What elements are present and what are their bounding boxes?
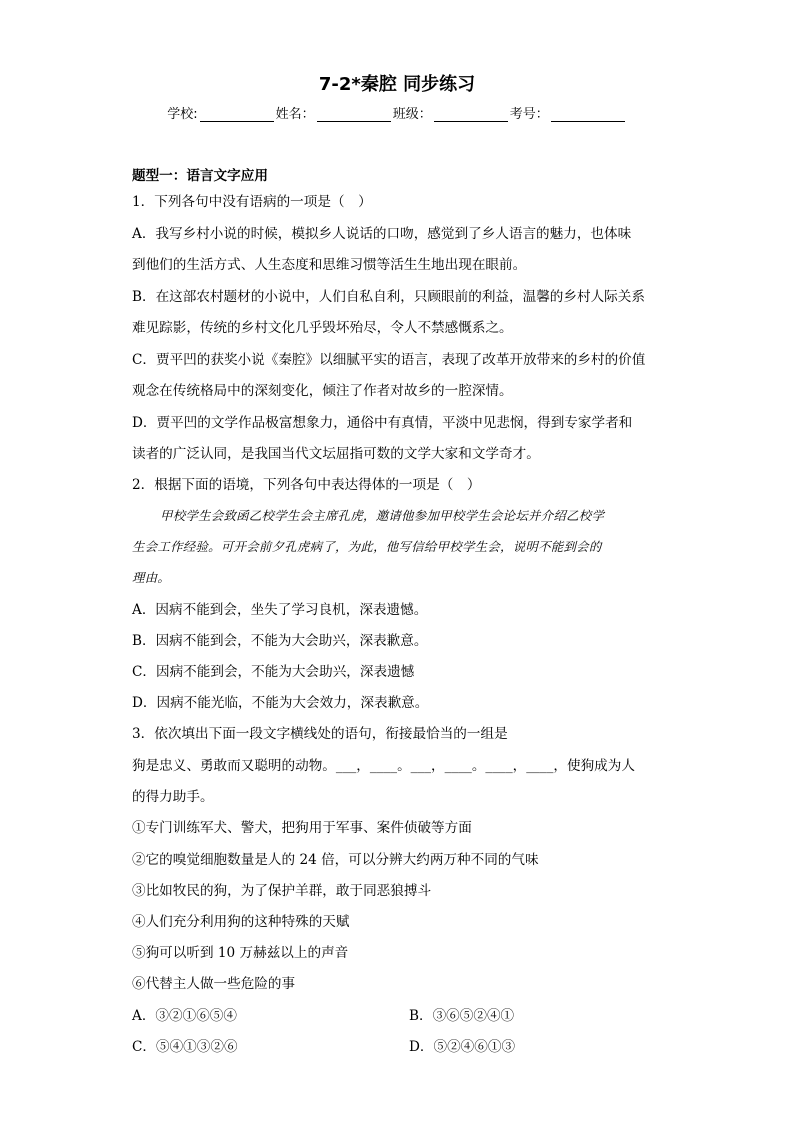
- q3-sentence-3: ③比如牧民的狗，为了保护羊群，敢于同恶狼搏斗: [132, 883, 432, 899]
- q2-context-line3: 理由。: [132, 570, 171, 585]
- q2-option-c: C．因病不能到会，不能为大会助兴，深表遗憾: [132, 664, 415, 680]
- student-info-line: [0, 103, 794, 122]
- school-label: 学校:: [167, 107, 198, 122]
- exam-no-blank[interactable]: [551, 107, 625, 122]
- exam-no-label: 考号：: [509, 107, 549, 122]
- q3-passage-line1: 狗是忠义、勇敢而又聪明的动物。___，____。___，____。____，____，使狗成为人: [132, 758, 635, 774]
- q3-option-a: A．③②①⑥⑤④: [132, 1008, 237, 1024]
- class-label: 班级：: [392, 107, 432, 122]
- q3-option-d: D．⑤②④⑥①③: [409, 1039, 516, 1055]
- q3-passage-line2: 的得力助手。: [132, 789, 214, 805]
- q3-sentence-1: ①专门训练军犬、警犬，把狗用于军事、案件侦破等方面: [132, 820, 472, 836]
- document-title: 7-2*秦腔 同步练习: [318, 74, 476, 95]
- q1-option-b-line2: 难见踪影，传统的乡村文化几乎毁坏殆尽，令人不禁感慨系之。: [132, 320, 513, 336]
- school-blank[interactable]: [200, 107, 274, 122]
- q1-option-d-line1: D．贾平凹的文学作品极富想象力，通俗中有真情，平淡中见悲悯，得到专家学者和: [132, 415, 633, 431]
- q3-stem: 3．依次填出下面一段文字横线处的语句，衔接最恰当的一组是: [132, 726, 508, 742]
- q3-sentence-6: ⑥代替主人做一些危险的事: [132, 976, 296, 992]
- q3-sentence-2: ②它的嗅觉细胞数量是人的 24 倍，可以分辨大约两万种不同的气味: [132, 852, 539, 868]
- q2-option-d: D．因病不能光临，不能为大会效力，深表歉意。: [132, 695, 429, 711]
- q2-option-a: A．因病不能到会，坐失了学习良机，深表遗憾。: [132, 602, 428, 618]
- q1-option-d-line2: 读者的广泛认同，是我国当代文坛屈指可数的文学大家和文学奇才。: [132, 446, 540, 462]
- q2-context-line1: 甲校学生会致函乙校学生会主席孔虎，邀请他参加甲校学生会论坛并介绍乙校学: [160, 508, 605, 523]
- q3-sentence-5: ⑤狗可以听到 10 万赫兹以上的声音: [132, 945, 349, 961]
- q1-option-a-line2: 到他们的生活方式、人生态度和思维习惯等活生生地出现在眼前。: [132, 257, 527, 273]
- q1-option-c-line2: 观念在传统格局中的深刻变化，倾注了作者对故乡的一腔深情。: [132, 383, 513, 399]
- q2-stem: 2．根据下面的语境，下列各句中表达得体的一项是（ ）: [132, 477, 481, 493]
- q3-option-c: C．⑤④①③②⑥: [132, 1039, 238, 1055]
- q2-context-line2: 生会工作经验。可开会前夕孔虎病了，为此，他写信给甲校学生会，说明不能到会的: [132, 539, 602, 554]
- class-blank[interactable]: [434, 107, 508, 122]
- q2-option-b: B．因病不能到会，不能为大会助兴，深表歉意。: [132, 633, 428, 649]
- name-blank[interactable]: [317, 107, 391, 122]
- section-heading: 题型一：语言文字应用: [132, 168, 268, 184]
- q1-option-a-line1: A．我写乡村小说的时候，模拟乡人说话的口吻，感觉到了乡人语言的魅力，也体味: [132, 226, 632, 242]
- q3-sentence-4: ④人们充分利用狗的这种特殊的天赋: [132, 914, 350, 930]
- name-label: 姓名：: [275, 107, 315, 122]
- q3-option-b: B．③⑥⑤②④①: [409, 1008, 515, 1024]
- q1-option-b-line1: B．在这部农村题材的小说中，人们自私自利，只顾眼前的利益，温馨的乡村人际关系: [132, 289, 645, 305]
- q1-option-c-line1: C．贾平凹的获奖小说《秦腔》以细腻平实的语言，表现了改革开放带来的乡村的价值: [132, 352, 646, 368]
- q1-stem: 1．下列各句中没有语病的一项是（ ）: [132, 194, 372, 210]
